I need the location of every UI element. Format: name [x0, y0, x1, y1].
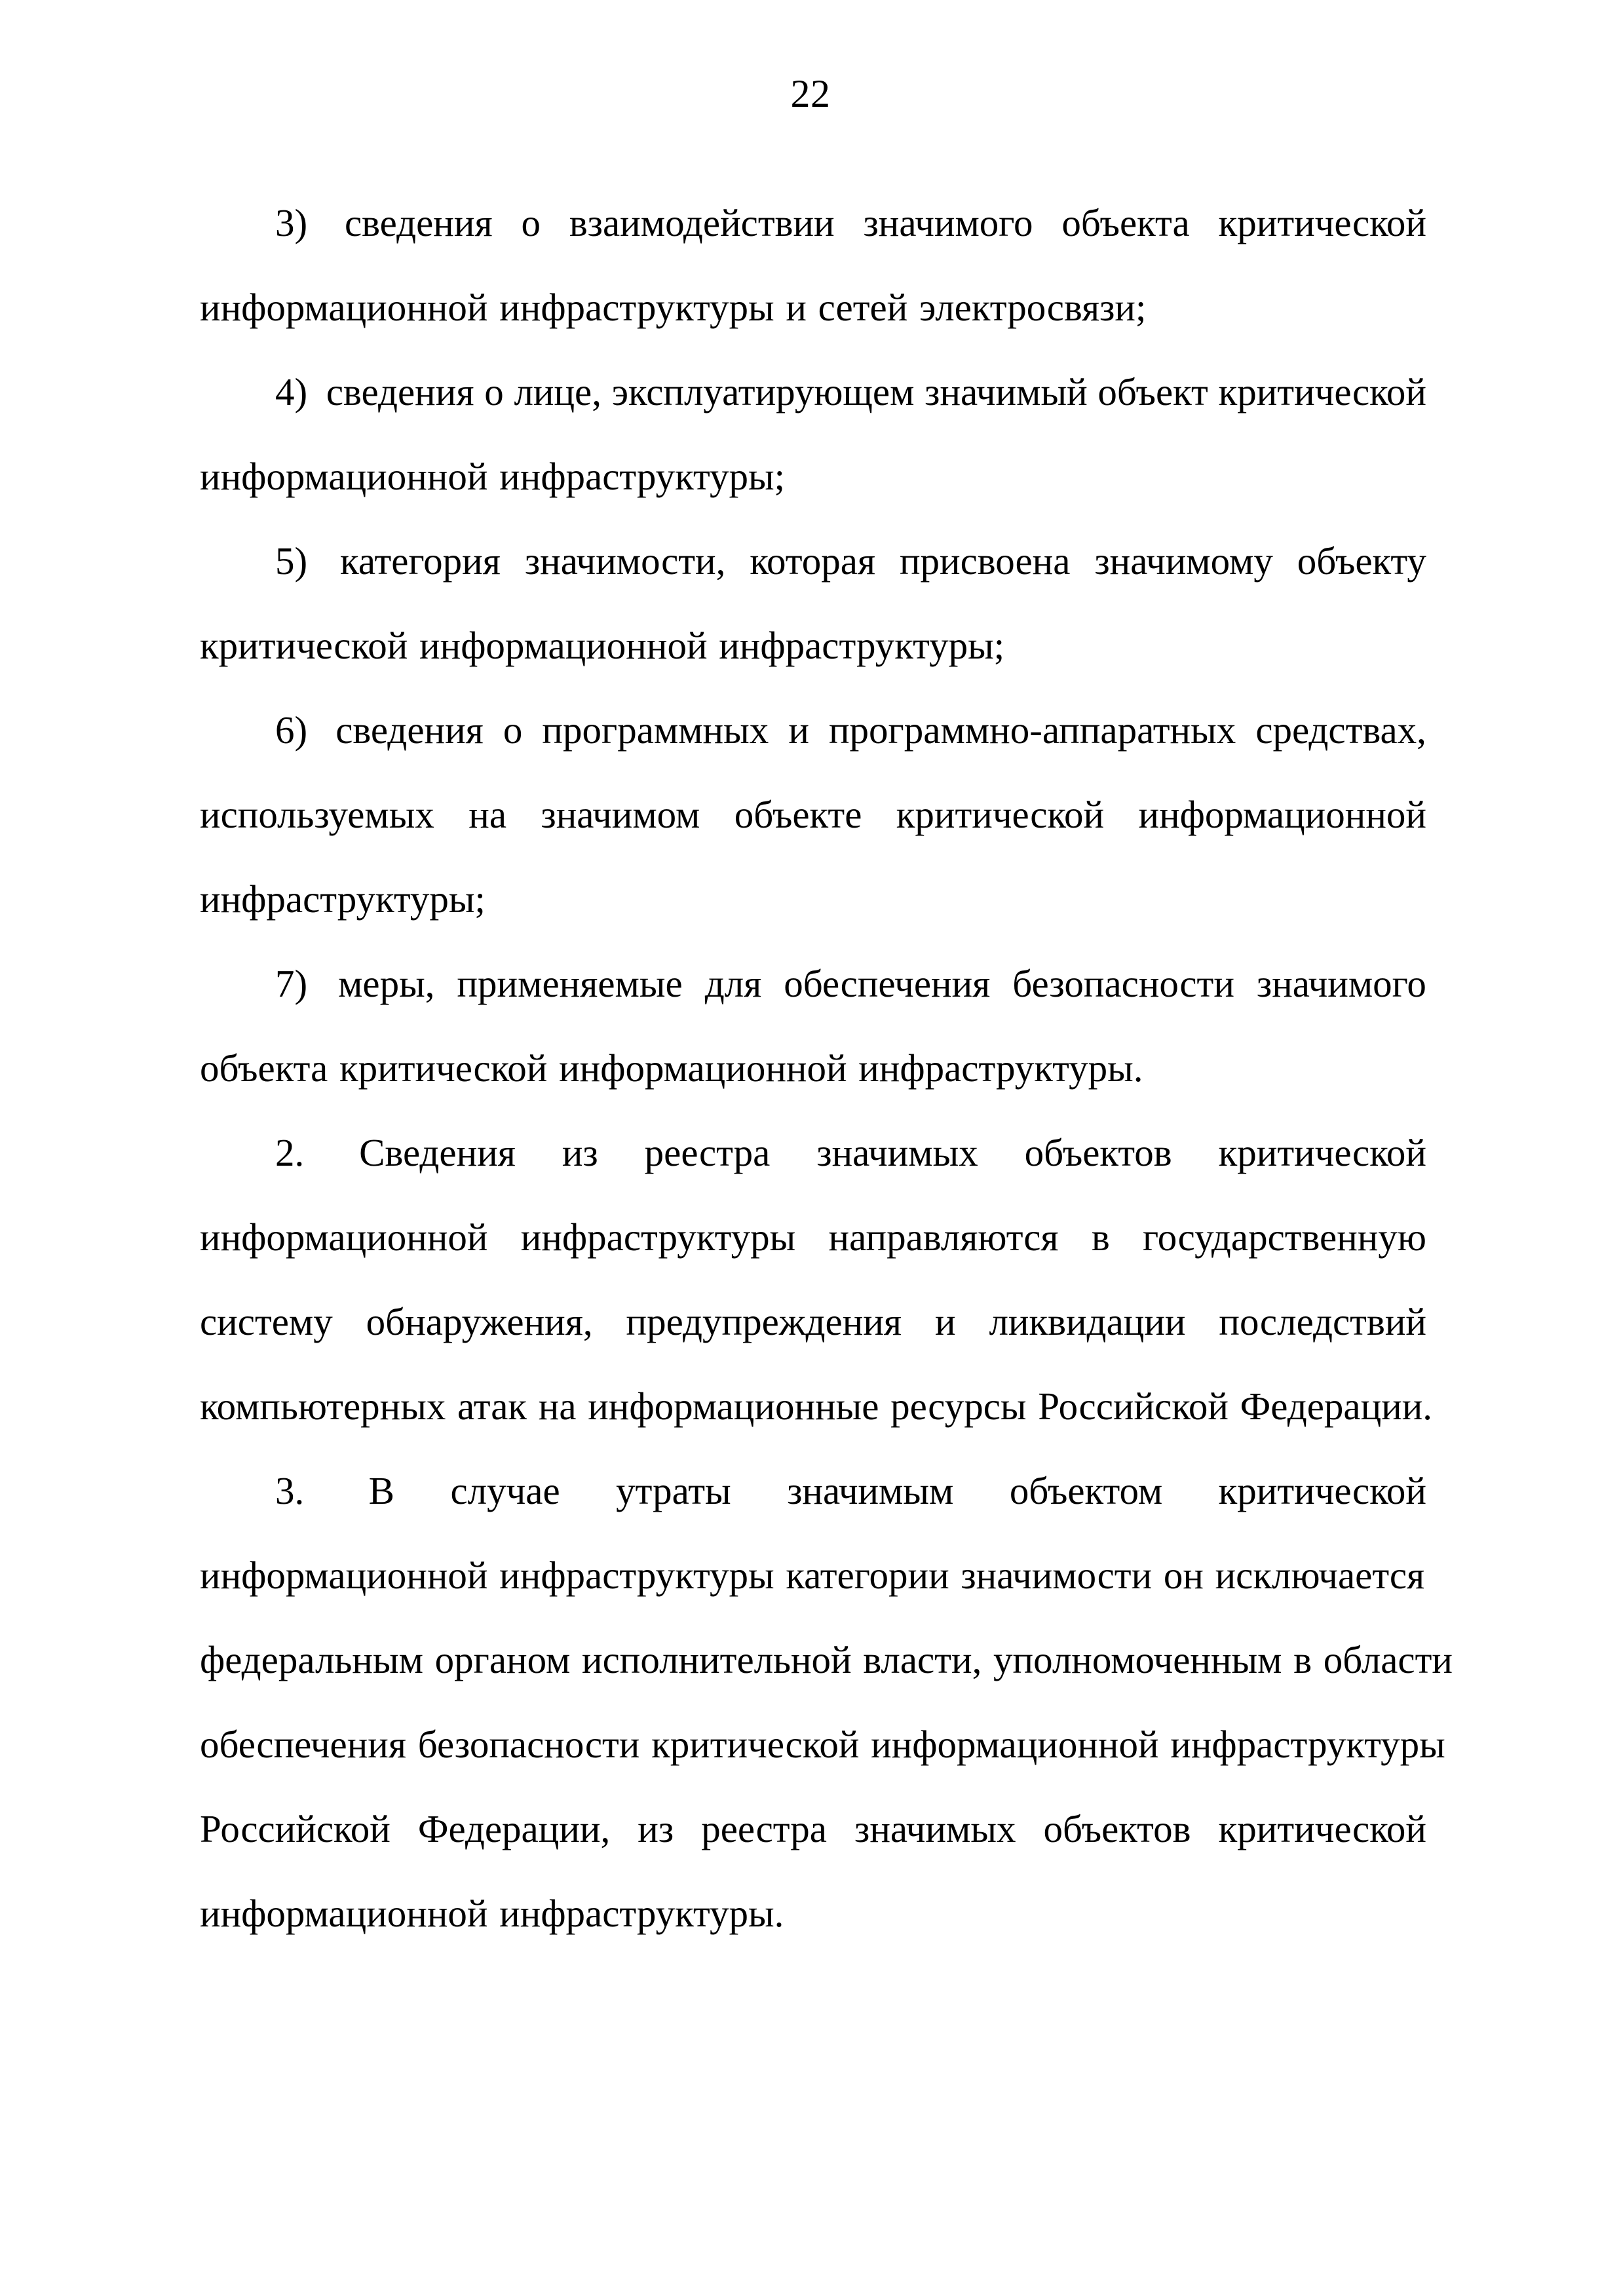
word: утраты: [616, 1469, 731, 1512]
word: информационной: [559, 1046, 847, 1090]
word: программно-аппаратных: [828, 708, 1236, 752]
word: критической: [339, 1046, 548, 1090]
text-line: [200, 265, 1426, 350]
word: информационные: [588, 1385, 879, 1428]
word: власти,: [863, 1638, 982, 1681]
page-number: 22: [790, 72, 831, 115]
list-marker: 3.: [275, 1469, 305, 1512]
word: информационной: [419, 624, 708, 667]
word: значимого: [863, 201, 1033, 244]
text-line: [200, 603, 1426, 688]
word: критической: [1218, 201, 1426, 244]
word: обеспечения: [784, 962, 991, 1005]
word: о: [521, 201, 541, 244]
document-body: [200, 181, 1453, 1956]
word: для: [704, 962, 762, 1005]
word: сведения: [326, 370, 474, 413]
word: инфраструктуры: [499, 1554, 774, 1597]
text-line: [200, 1871, 1426, 1956]
word: значимых: [854, 1807, 1016, 1850]
text-line: [200, 519, 1426, 603]
word: информационной: [871, 1723, 1159, 1766]
text-line: [200, 1533, 1426, 1618]
word: ресурсы: [890, 1385, 1027, 1428]
text-line: [200, 1702, 1445, 1787]
word: ликвидации: [989, 1300, 1186, 1343]
word: взаимодействии: [569, 201, 835, 244]
word: исполнительной: [582, 1638, 852, 1681]
word: присвоена: [899, 539, 1071, 583]
word: о: [503, 708, 523, 752]
word: из: [638, 1807, 674, 1850]
word: обеспечения: [200, 1723, 407, 1766]
word: которая: [750, 539, 876, 583]
word: безопасности: [417, 1723, 640, 1766]
word: значимым: [787, 1469, 954, 1512]
word: значимости,: [524, 539, 726, 583]
paragraph-clause-3: [200, 1449, 1453, 1956]
word: направляются: [828, 1215, 1059, 1259]
word: значимом: [541, 793, 700, 836]
text-line: [200, 1787, 1426, 1871]
text-line: [200, 1026, 1426, 1111]
list-marker: 5): [275, 539, 308, 583]
text-line: [200, 1364, 1433, 1449]
paragraph-item-3: [200, 181, 1426, 350]
word: систему: [200, 1300, 333, 1343]
word: инфраструктуры: [499, 286, 774, 329]
word: инфраструктуры: [1170, 1723, 1445, 1766]
word: компьютерных: [200, 1385, 446, 1428]
word: В: [368, 1469, 395, 1512]
word: критической: [200, 624, 408, 667]
word: предупреждения: [626, 1300, 902, 1343]
word: Российской: [200, 1807, 391, 1850]
word: последствий: [1219, 1300, 1426, 1343]
word: объектов: [1024, 1131, 1172, 1174]
word: инфраструктуры.: [858, 1046, 1143, 1090]
word: применяемые: [457, 962, 683, 1005]
word: атак: [457, 1385, 527, 1428]
word: лице,: [514, 370, 601, 413]
word: объект: [1097, 370, 1208, 413]
word: государственную: [1142, 1215, 1426, 1259]
word: Сведения: [359, 1131, 516, 1174]
word: значимости: [961, 1554, 1153, 1597]
word: критической: [1218, 1131, 1426, 1174]
word: информационной: [200, 455, 488, 498]
word: о: [484, 370, 504, 413]
word: в: [1293, 1638, 1312, 1681]
text-line: [200, 1111, 1426, 1195]
word: исключается: [1215, 1554, 1425, 1597]
word: программных: [542, 708, 769, 752]
text-line: [200, 181, 1426, 265]
word: объекте: [734, 793, 862, 836]
word: эксплуатирующем: [611, 370, 915, 413]
list-marker: 6): [275, 708, 308, 752]
word: реестра: [701, 1807, 827, 1850]
word: критической: [896, 793, 1105, 836]
word: меры,: [338, 962, 435, 1005]
word: объекту: [1297, 539, 1426, 583]
text-line: [200, 773, 1426, 857]
word: федеральным: [200, 1638, 423, 1681]
word: и: [788, 708, 809, 752]
word: обнаружения,: [366, 1300, 593, 1343]
paragraph-item-7: [200, 942, 1426, 1111]
word: Федерации,: [417, 1807, 611, 1850]
word: инфраструктуры.: [499, 1892, 784, 1935]
word: объектом: [1009, 1469, 1163, 1512]
paragraph-item-6: [200, 688, 1426, 942]
word: сведения: [344, 201, 493, 244]
word: Российской: [1038, 1385, 1229, 1428]
text-line: [200, 1618, 1453, 1702]
word: безопасности: [1012, 962, 1234, 1005]
word: средствах,: [1255, 708, 1426, 752]
word: критической: [1218, 370, 1426, 413]
word: информационной: [200, 286, 488, 329]
word: критической: [1218, 1469, 1426, 1512]
word: и: [786, 286, 807, 329]
word: случае: [450, 1469, 560, 1512]
word: объекта: [200, 1046, 328, 1090]
text-line: [200, 688, 1426, 773]
word: используемых: [200, 793, 434, 836]
word: из: [562, 1131, 598, 1174]
word: значимому: [1094, 539, 1273, 583]
text-line: [200, 942, 1426, 1026]
word: значимых: [816, 1131, 978, 1174]
word: критической: [1218, 1807, 1426, 1850]
word: критической: [651, 1723, 860, 1766]
word: значимого: [1256, 962, 1426, 1005]
text-line: [200, 1280, 1426, 1364]
word: объекта: [1061, 201, 1190, 244]
list-marker: 4): [275, 370, 308, 413]
word: категория: [340, 539, 501, 583]
word: инфраструктуры;: [200, 877, 486, 921]
word: органом: [434, 1638, 571, 1681]
text-line: [200, 434, 1426, 519]
word: сведения: [335, 708, 484, 752]
word: категории: [786, 1554, 949, 1597]
text-line: [200, 1449, 1426, 1533]
word: значимый: [925, 370, 1088, 413]
word: Федерации.: [1240, 1385, 1433, 1428]
word: информационной: [200, 1215, 488, 1259]
word: сетей: [818, 286, 908, 329]
list-marker: 3): [275, 201, 308, 244]
word: на: [468, 793, 507, 836]
text-line: [200, 857, 1426, 942]
word: инфраструктуры;: [719, 624, 1005, 667]
word: и: [934, 1300, 956, 1343]
word: информационной: [1138, 793, 1426, 836]
word: инфраструктуры: [520, 1215, 796, 1259]
list-marker: 7): [275, 962, 308, 1005]
text-line: [200, 350, 1426, 434]
word: реестра: [644, 1131, 771, 1174]
word: уполномоченным: [993, 1638, 1282, 1681]
word: информационной: [200, 1892, 488, 1935]
paragraph-item-5: [200, 519, 1426, 688]
paragraph-clause-2: [200, 1111, 1433, 1449]
word: в: [1091, 1215, 1110, 1259]
word: инфраструктуры;: [499, 455, 786, 498]
list-marker: 2.: [275, 1131, 305, 1174]
word: электросвязи;: [919, 286, 1147, 329]
word: на: [538, 1385, 577, 1428]
paragraph-item-4: [200, 350, 1426, 519]
word: области: [1323, 1638, 1453, 1681]
word: он: [1163, 1554, 1204, 1597]
word: объектов: [1043, 1807, 1191, 1850]
text-line: [200, 1195, 1426, 1280]
word: информационной: [200, 1554, 488, 1597]
